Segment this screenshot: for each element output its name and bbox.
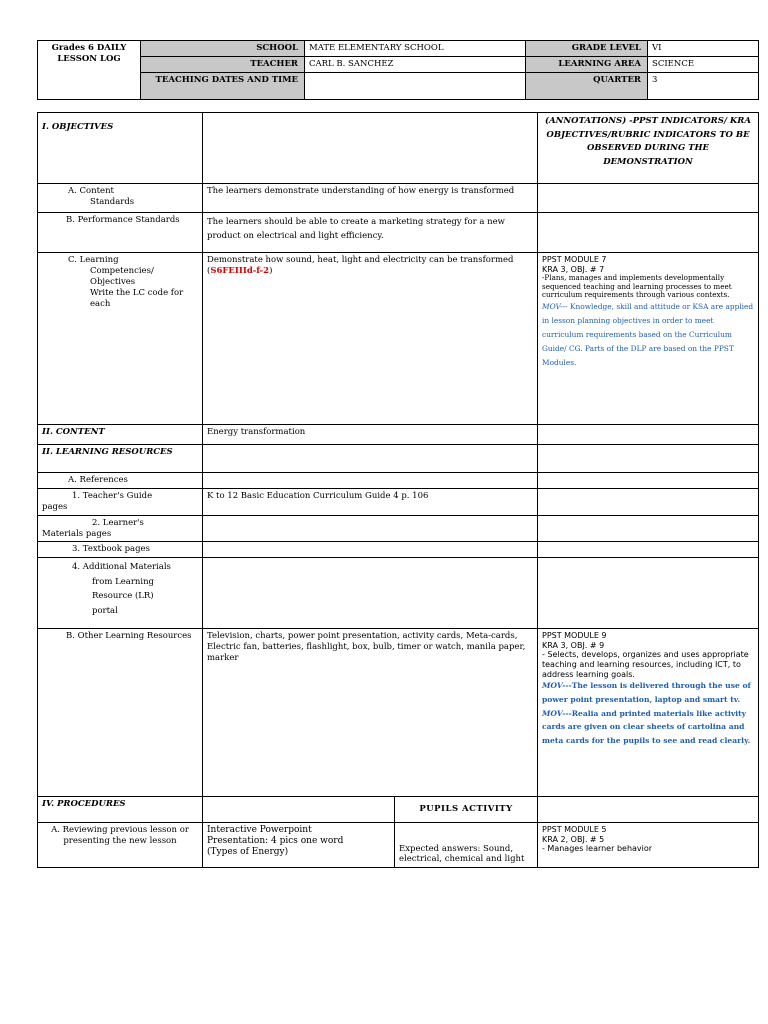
ppst-module-title: PPST MODULE 7	[542, 255, 607, 264]
grade-level-label: GRADE LEVEL	[526, 41, 648, 57]
additional-materials-label-4: portal	[92, 605, 118, 616]
quarter-value: 3	[648, 72, 759, 99]
other-resources-label: B. Other Learning Resources	[38, 629, 203, 797]
review-lesson-label: A. Reviewing previous lesson or presenting the new lesson	[38, 823, 203, 868]
additional-materials-annotation	[538, 558, 759, 629]
learners-materials-label	[38, 515, 203, 542]
school-value: MATE ELEMENTARY SCHOOL	[305, 41, 526, 57]
mov-prefix-a: MOV---	[542, 681, 572, 691]
content-value: Energy transformation	[203, 425, 538, 445]
objectives-cell	[203, 113, 538, 184]
competency-label-1: C. Learning	[68, 255, 119, 265]
ppst-kra: KRA 3, OBJ. # 7	[542, 264, 605, 274]
mov-text-b: Realia and printed materials like activity cards are given on clear sheets of cartolina and meta cards for the pupils to see and read clearly.	[542, 708, 751, 745]
ppst-description: - Selects, develops, organizes and uses appropriate teaching and learning resources, including ICT, to address learning goals.	[542, 650, 749, 679]
additional-materials-value	[203, 558, 538, 629]
learners-materials-annotation	[538, 515, 759, 542]
review-value-1: Interactive Powerpoint	[207, 825, 312, 836]
learning-area-label: LEARNING AREA	[526, 56, 648, 72]
additional-materials-label	[38, 558, 203, 629]
performance-standards-annotation	[538, 213, 759, 253]
ppst-description: - Manages learner behavior	[542, 844, 653, 854]
mov-note	[542, 300, 754, 370]
teachers-guide-value: K to 12 Basic Education Curriculum Guide 4 p. 106	[203, 488, 538, 515]
competencies-annotation	[538, 253, 759, 425]
teachers-guide-label-1: 1. Teacher's Guide	[72, 490, 153, 501]
mov-note	[542, 679, 754, 747]
mov-prefix-b: MOV---	[542, 708, 572, 718]
content-standards-annotation	[538, 184, 759, 213]
performance-standards-value: The learners should be able to create a marketing strategy for a new product on electrical and light efficiency.	[203, 213, 538, 253]
school-label: SCHOOL	[141, 41, 305, 57]
references-annotation	[538, 473, 759, 489]
ppst-module-title: PPST MODULE 5	[542, 825, 607, 835]
grade-level-value: VI	[648, 41, 759, 57]
learning-competencies-value	[203, 253, 538, 425]
mov-prefix: MOV---	[542, 302, 568, 312]
teachers-guide-label-2: pages	[42, 501, 68, 512]
teacher-label: TEACHER	[141, 56, 305, 72]
content-standards-label-a: A. Content	[68, 186, 114, 196]
learning-resources-heading: II. LEARNING RESOURCES	[38, 445, 203, 473]
expected-answers: Expected answers: Sound, electrical, chemical and light	[395, 823, 538, 868]
content-standards-label-b: Standards	[90, 196, 135, 207]
textbook-pages-annotation	[538, 542, 759, 558]
content-annotation	[538, 425, 759, 445]
lesson-log-header	[37, 40, 759, 100]
references-label: A. References	[38, 473, 203, 489]
review-lesson-value	[203, 823, 395, 868]
lesson-log-title	[38, 41, 141, 100]
procedures-annotation	[538, 797, 759, 823]
competency-code: S6FEIIId-f-2	[210, 265, 270, 276]
learners-materials-label-1: 2. Learner's	[92, 517, 144, 528]
textbook-pages-label: 3. Textbook pages	[38, 542, 203, 558]
review-value-3: (Types of Energy)	[207, 846, 289, 857]
review-value-2: Presentation: 4 pics one word	[207, 836, 344, 847]
competency-code-open: (	[207, 265, 211, 276]
learning-resources-cell	[203, 445, 538, 473]
competency-code-close: )	[269, 265, 273, 276]
teachers-guide-annotation	[538, 488, 759, 515]
competency-label-2: Competencies/	[90, 265, 154, 276]
other-resources-annotation	[538, 629, 759, 797]
competency-label-3: Objectives	[90, 276, 136, 287]
learners-materials-label-2: Materials pages	[42, 528, 112, 539]
review-lesson-annotation	[538, 823, 759, 868]
pupils-activity-heading: PUPILS ACTIVITY	[395, 797, 538, 823]
procedures-cell	[203, 797, 395, 823]
additional-materials-label-1: 4. Additional Materials	[72, 562, 171, 573]
procedures-heading: IV. PROCEDURES	[38, 797, 203, 823]
teacher-value: CARL B. SANCHEZ	[305, 56, 526, 72]
mov-text-a: The lesson is delivered through the use of power point presentation, laptop and smart tv.	[542, 681, 751, 704]
references-value	[203, 473, 538, 489]
competency-text: Demonstrate how sound, heat, light and electricity can be transformed	[207, 255, 514, 265]
competency-label-4: Write the LC code for each	[90, 287, 184, 309]
additional-materials-label-2: from Learning	[92, 576, 155, 587]
performance-standards-label: B. Performance Standards	[38, 213, 203, 253]
learning-area-value: SCIENCE	[648, 56, 759, 72]
mov-text: Knowledge, skill and attitude or KSA are applied in lesson planning objectives in order to meet curriculum requirements based on the Curriculum Guide/ CG. Parts of the DLP are based on the PPST Modules.	[542, 302, 754, 368]
ppst-module-title: PPST MODULE 9	[542, 631, 607, 641]
quarter-label: QUARTER	[526, 72, 648, 99]
content-standards-label	[38, 184, 203, 213]
learning-resources-annotation	[538, 445, 759, 473]
ppst-description: -Plans, manages and implements developmentally sequenced teaching and learning processes to meet curriculum requirements through various contexts.	[542, 273, 732, 300]
content-standards-value: The learners demonstrate understanding of how energy is transformed	[203, 184, 538, 213]
teaching-dates-value	[305, 72, 526, 99]
content-heading: II. CONTENT	[38, 425, 203, 445]
learners-materials-value	[203, 515, 538, 542]
textbook-pages-value	[203, 542, 538, 558]
annotations-heading: (ANNOTATIONS) -PPST INDICATORS/ KRA OBJECTIVES/RUBRIC INDICATORS TO BE OBSERVED DURING THE DEMONSTRATION	[538, 113, 759, 184]
additional-materials-label-3: Resource (LR)	[92, 591, 154, 602]
teaching-dates-label: TEACHING DATES AND TIME	[141, 72, 305, 99]
other-resources-value: Television, charts, power point presentation, activity cards, Meta-cards, Electric fan, batteries, flashlight, box, bulb, timer or watch, manila paper, marker	[203, 629, 538, 797]
ppst-kra: KRA 2, OBJ. # 5	[542, 834, 605, 844]
title-text: Grades 6 DAILY LESSON LOG	[51, 43, 127, 64]
ppst-kra: KRA 3, OBJ. # 9	[542, 640, 605, 650]
lesson-log-body	[37, 112, 759, 868]
learning-competencies-label	[38, 253, 203, 425]
objectives-heading: I. OBJECTIVES	[38, 113, 203, 184]
teachers-guide-label	[38, 488, 203, 515]
